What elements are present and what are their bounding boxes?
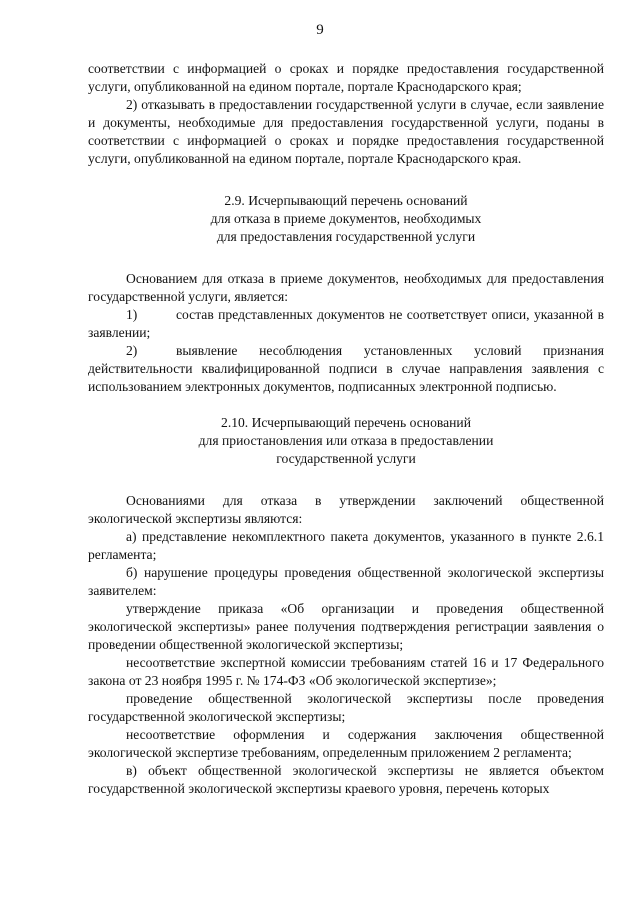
list-item-text: выявление несоблюдения установленных условий признания действительности квалифицированной подписи в случае направления заявления с использованием электронных документов, подписанных электронной подписью. — [88, 343, 604, 394]
document-body — [88, 60, 604, 798]
list-item — [88, 306, 604, 342]
section-heading-2-10 — [88, 414, 604, 468]
paragraph-sub-item: несоответствие оформления и содержания заключения общественной экологической экспертизе требованиям, определенным приложением 2 регламента; — [88, 727, 604, 760]
paragraph-continuation: соответствии с информацией о сроках и порядке предоставления государственной услуги, опубликованной на едином портале, портале Краснодарского края; — [88, 61, 604, 94]
heading-line: 2.9. Исчерпывающий перечень оснований — [224, 193, 468, 208]
heading-line: для предоставления государственной услуги — [216, 229, 476, 244]
paragraph-grounds-refusal: Основанием для отказа в приеме документов, необходимых для предоставления государственной услуги, является: — [88, 271, 604, 304]
heading-line: 2.10. Исчерпывающий перечень оснований — [221, 415, 471, 430]
paragraph-item-2: 2) отказывать в предоставлении государственной услуги в случае, если заявление и документы, необходимые для предоставления государственной услуги, поданы в соответствии с информацией о сроках и порядке предоставления государственной услуги, опубликованной на едином портале, портале Краснодарского края. — [88, 97, 604, 166]
paragraph-item-v: в) объект общественной экологической экспертизы не является объектом государственной экологической экспертизы краевого уровня, перечень которых — [88, 763, 604, 796]
paragraph-sub-item: утверждение приказа «Об организации и проведения общественной экологической экспертизы» ранее получения подтверждения регистрации заявления о проведении общественной экологической экспертизы; — [88, 601, 604, 652]
page-number: 9 — [316, 22, 324, 38]
list-item — [88, 342, 604, 396]
paragraph-item-b: б) нарушение процедуры проведения общественной экологической экспертизы заявителем: — [88, 565, 604, 598]
paragraph-sub-item: проведение общественной экологической экспертизы после проведения государственной экологической экспертизы; — [88, 691, 604, 724]
paragraph-item-a: а) представление некомплектного пакета документов, указанного в пункте 2.6.1 регламента; — [88, 529, 604, 562]
paragraph-grounds-expertise: Основаниями для отказа в утверждении заключений общественной экологической экспертизы являются: — [88, 493, 604, 526]
heading-line: для приостановления или отказа в предоставлении — [198, 433, 494, 448]
list-item-number: 2) — [126, 343, 138, 358]
section-heading-2-9 — [88, 192, 604, 246]
heading-line: для отказа в приеме документов, необходимых — [210, 211, 482, 226]
heading-line: государственной услуги — [276, 451, 416, 466]
list-item-number: 1) — [126, 307, 138, 322]
list-item-text: состав представленных документов не соответствует описи, указанной в заявлении; — [88, 307, 604, 340]
paragraph-sub-item: несоответствие экспертной комиссии требованиям статей 16 и 17 Федерального закона от 23 ноября 1995 г. № 174-ФЗ «Об экологической экспертизе»; — [88, 655, 604, 688]
